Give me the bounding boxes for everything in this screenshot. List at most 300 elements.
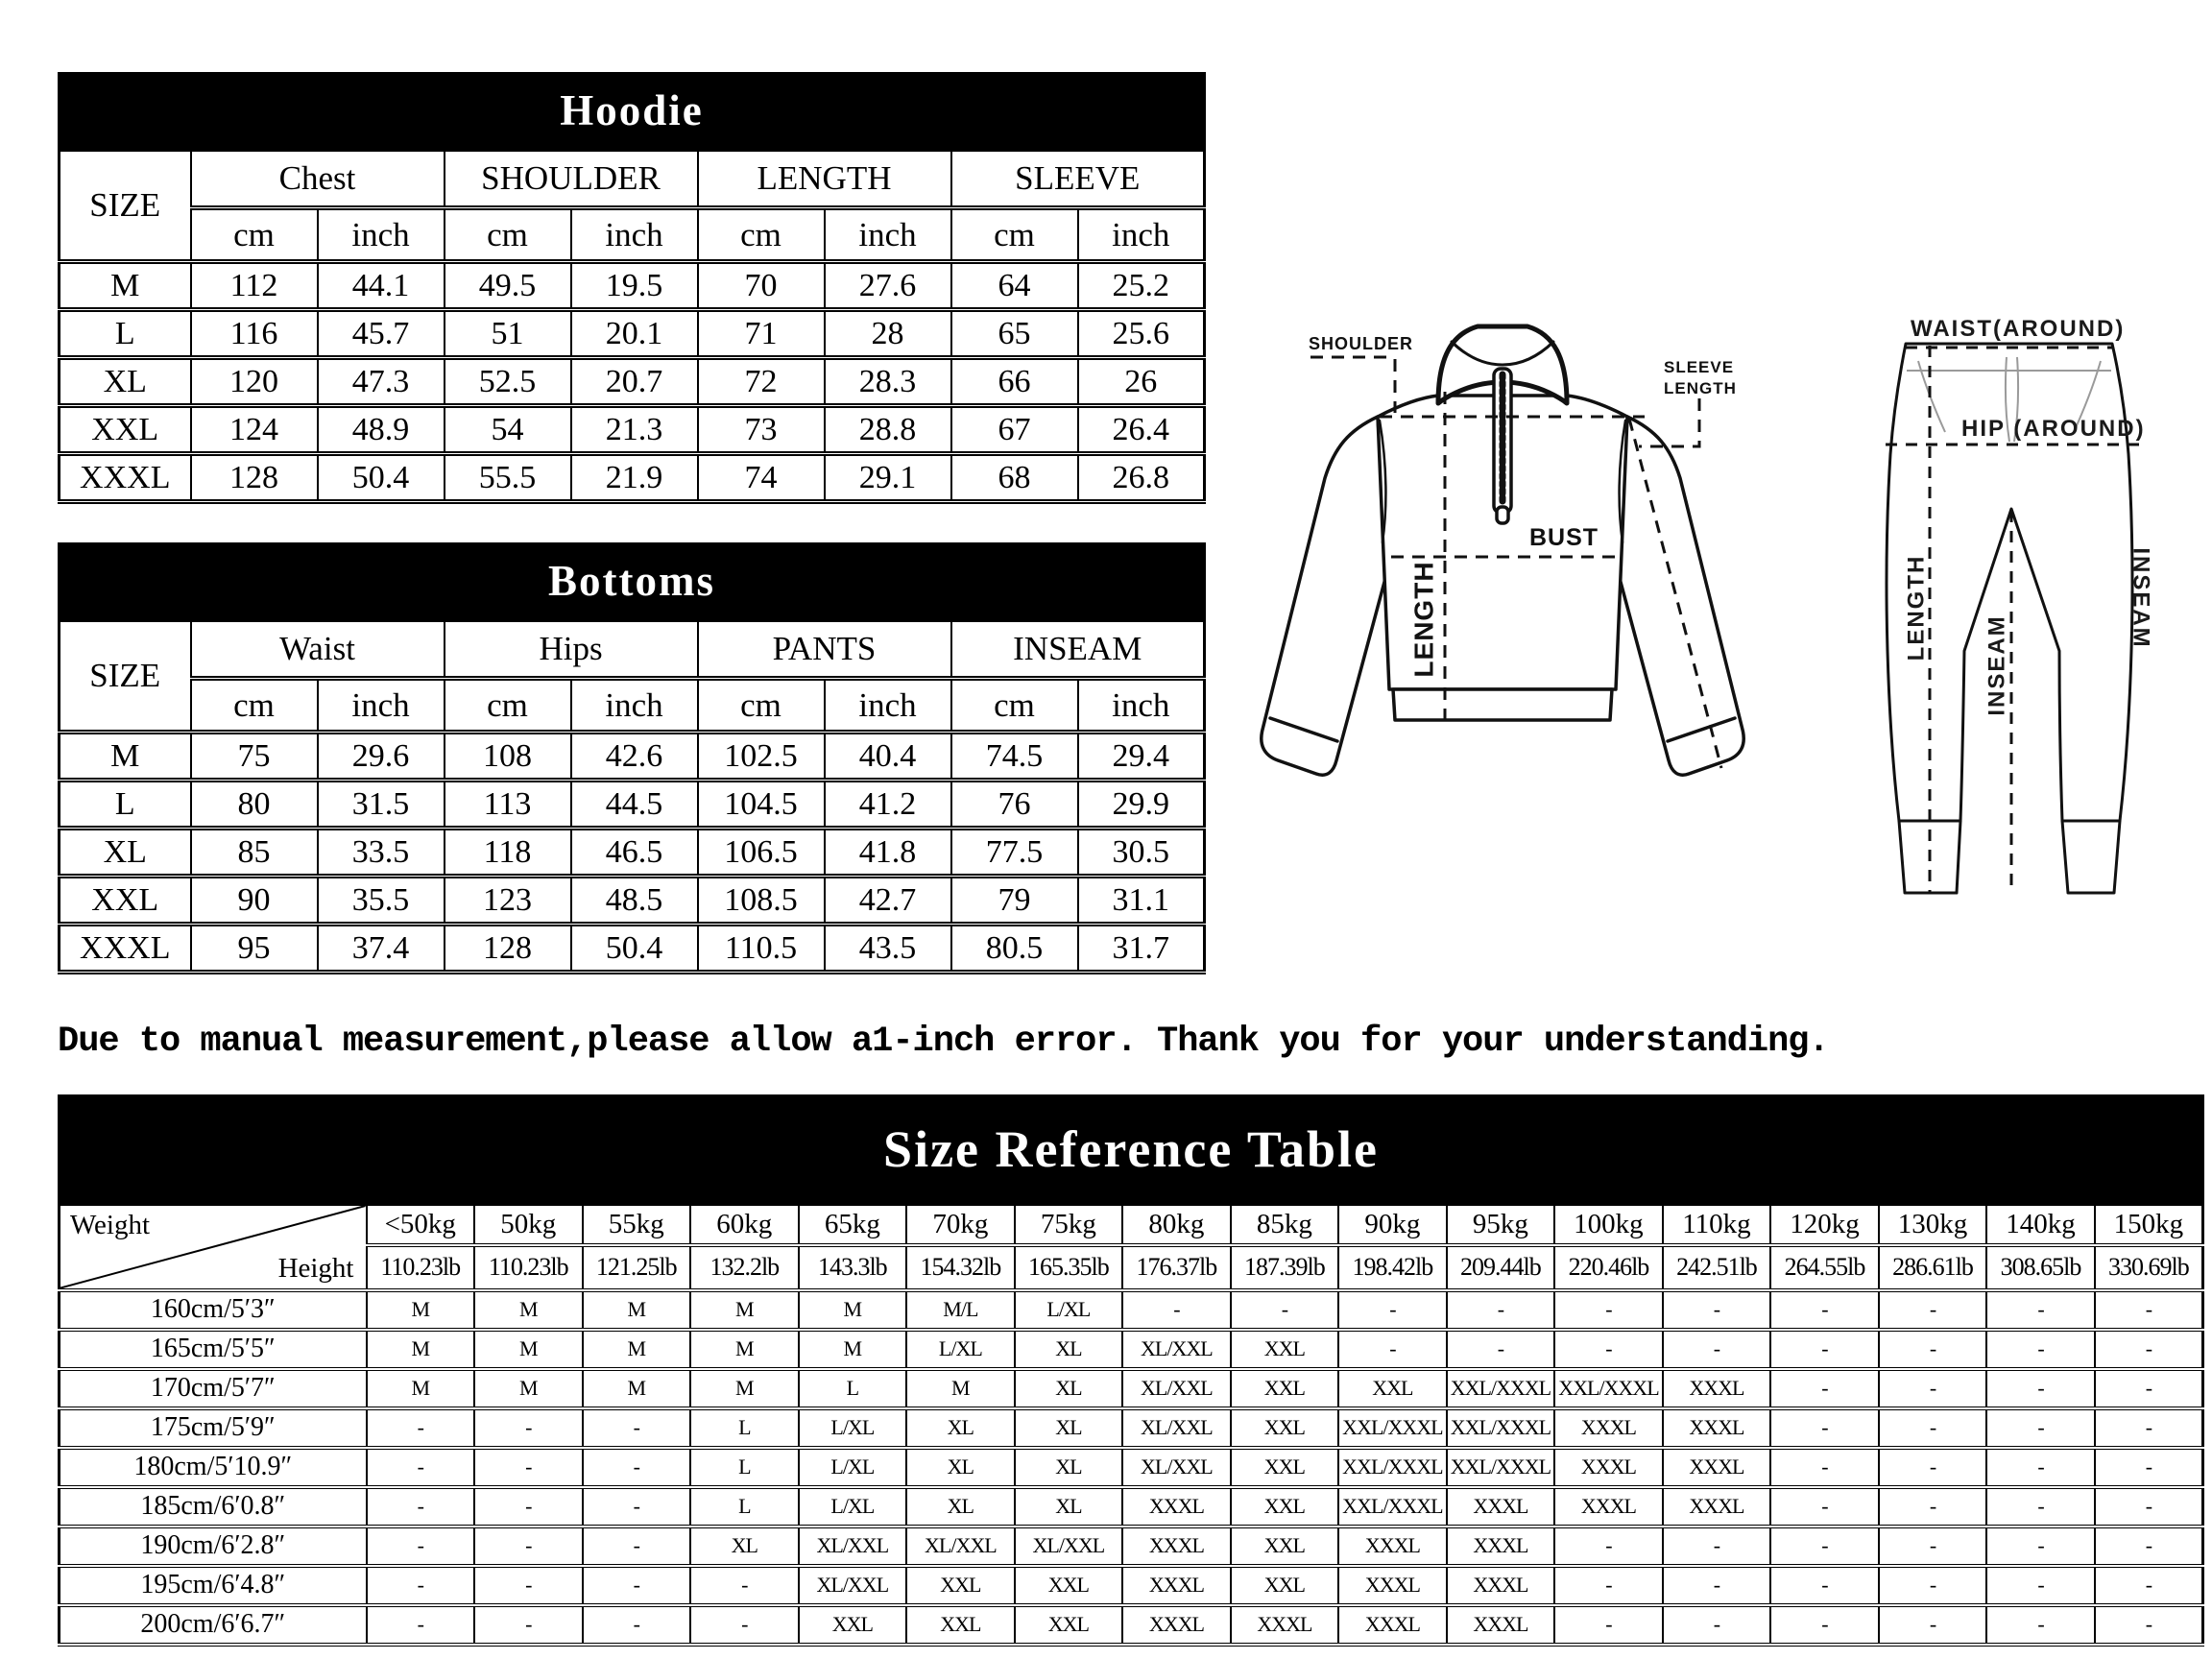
measurement-cell: 128 — [191, 454, 318, 502]
weight-lb-header: 209.44lb — [1447, 1245, 1555, 1290]
size-cell: M — [60, 733, 191, 781]
measurement-cell: 72 — [698, 358, 825, 406]
bust-label: BUST — [1529, 524, 1599, 551]
size-recommendation-cell: - — [1986, 1487, 2095, 1527]
measurement-cell: 106.5 — [698, 829, 825, 877]
measurement-cell: 85 — [191, 829, 318, 877]
unit-inch-header: inch — [1078, 208, 1205, 262]
size-recommendation-cell: XL/XXL — [906, 1527, 1015, 1566]
size-recommendation-cell: - — [1879, 1408, 1987, 1448]
measurement-cell: 45.7 — [318, 310, 445, 358]
size-recommendation-cell: - — [474, 1487, 583, 1527]
size-recommendation-cell: XL/XXL — [799, 1566, 907, 1605]
bottoms-size-row — [60, 829, 1205, 877]
size-cell: L — [60, 310, 191, 358]
size-recommendation-cell: - — [1879, 1487, 1987, 1527]
size-recommendation-cell: M — [690, 1330, 799, 1369]
size-cell: XXXL — [60, 454, 191, 502]
measurement-cell: 118 — [445, 829, 571, 877]
size-recommendation-cell: XXL — [799, 1605, 907, 1645]
size-recommendation-cell: - — [1554, 1330, 1663, 1369]
measurement-cell: 27.6 — [825, 262, 951, 310]
hoodie-size-row — [60, 358, 1205, 406]
unit-cm-header: cm — [191, 679, 318, 733]
hips-group-header: Hips — [445, 621, 698, 679]
size-recommendation-cell: M — [474, 1290, 583, 1330]
size-recommendation-cell: - — [1770, 1605, 1879, 1645]
size-reference-title: Size Reference Table — [58, 1094, 2204, 1203]
size-recommendation-cell: - — [1986, 1408, 2095, 1448]
size-recommendation-cell: - — [1447, 1330, 1555, 1369]
size-recommendation-cell: XXL — [1338, 1369, 1447, 1408]
measurement-cell: 31.7 — [1078, 925, 1205, 973]
measurement-cell: 20.7 — [571, 358, 698, 406]
weight-kg-header: 65kg — [799, 1205, 907, 1245]
weight-kg-header: 110kg — [1663, 1205, 1771, 1245]
size-recommendation-cell: XXL/XXXL — [1447, 1369, 1555, 1408]
bottoms-size-table — [58, 542, 1206, 974]
size-recommendation-cell: XL — [906, 1487, 1015, 1527]
size-cell: M — [60, 262, 191, 310]
unit-cm-header: cm — [951, 679, 1078, 733]
measurement-cell: 21.3 — [571, 406, 698, 454]
measurement-cell: 33.5 — [318, 829, 445, 877]
measurement-cell: 64 — [951, 262, 1078, 310]
measurement-cell: 77.5 — [951, 829, 1078, 877]
measurement-cell: 95 — [191, 925, 318, 973]
sleeve-length-label-line2: LENGTH — [1664, 379, 1737, 397]
size-recommendation-cell: - — [1986, 1527, 2095, 1566]
measurement-cell: 90 — [191, 877, 318, 925]
size-recommendation-cell: - — [2095, 1527, 2203, 1566]
size-recommendation-cell: - — [1554, 1566, 1663, 1605]
weight-lb-header: 143.3lb — [799, 1245, 907, 1290]
size-recommendation-cell: M — [367, 1330, 475, 1369]
weight-kg-header: 120kg — [1770, 1205, 1879, 1245]
size-recommendation-cell: - — [2095, 1605, 2203, 1645]
size-recommendation-cell: - — [367, 1605, 475, 1645]
measurement-cell: 108.5 — [698, 877, 825, 925]
size-recommendation-cell: - — [1770, 1369, 1879, 1408]
weight-lb-header: 165.35lb — [1015, 1245, 1123, 1290]
weight-kg-header: 50kg — [474, 1205, 583, 1245]
measurement-cell: 28.3 — [825, 358, 951, 406]
size-recommendation-cell: XXL/XXXL — [1338, 1448, 1447, 1487]
hoodie-size-row — [60, 310, 1205, 358]
size-recommendation-cell: - — [1338, 1330, 1447, 1369]
pants-right-cuff — [2062, 821, 2120, 893]
size-recommendation-cell: XL/XXL — [1122, 1369, 1231, 1408]
measurement-cell: 30.5 — [1078, 829, 1205, 877]
size-cell: XL — [60, 358, 191, 406]
size-cell: XXXL — [60, 925, 191, 973]
hip-around-label: HIP (AROUND) — [1961, 416, 2146, 442]
measurement-cell: 25.6 — [1078, 310, 1205, 358]
size-recommendation-cell: L/XL — [1015, 1290, 1123, 1330]
measurement-cell: 55.5 — [445, 454, 571, 502]
size-recommendation-cell: XL — [1015, 1369, 1123, 1408]
measurement-cell: 76 — [951, 781, 1078, 829]
height-cell: 180cm/5′10.9″ — [60, 1448, 367, 1487]
height-cell: 190cm/6′2.8″ — [60, 1527, 367, 1566]
size-cell: L — [60, 781, 191, 829]
size-recommendation-cell: - — [367, 1527, 475, 1566]
measurement-cell: 44.1 — [318, 262, 445, 310]
size-recommendation-cell: XXXL — [1338, 1605, 1447, 1645]
size-recommendation-cell: - — [2095, 1369, 2203, 1408]
pants-inseam-right-label: INSEAM — [2128, 547, 2154, 649]
weight-lb-header: 242.51lb — [1663, 1245, 1771, 1290]
size-recommendation-cell: XXL/XXXL — [1338, 1408, 1447, 1448]
hoodie-size-table — [58, 72, 1206, 504]
length-group-header: LENGTH — [698, 151, 951, 208]
measurement-cell: 48.9 — [318, 406, 445, 454]
size-recommendation-cell: XL/XXL — [1015, 1527, 1123, 1566]
size-recommendation-cell: L — [690, 1408, 799, 1448]
length-label: LENGTH — [1408, 561, 1439, 678]
weight-kg-header: 130kg — [1879, 1205, 1987, 1245]
size-recommendation-cell: XXXL — [1447, 1605, 1555, 1645]
measurement-cell: 31.1 — [1078, 877, 1205, 925]
size-recommendation-cell: - — [1663, 1330, 1771, 1369]
weight-lb-header: 198.42lb — [1338, 1245, 1447, 1290]
measurement-cell: 65 — [951, 310, 1078, 358]
size-recommendation-cell: - — [474, 1605, 583, 1645]
weight-kg-header: 150kg — [2095, 1205, 2203, 1245]
size-recommendation-cell: - — [1770, 1566, 1879, 1605]
hoodie-size-row — [60, 454, 1205, 502]
size-recommendation-cell: XXL/XXXL — [1338, 1487, 1447, 1527]
weight-kg-header: 85kg — [1231, 1205, 1339, 1245]
measurement-cell: 51 — [445, 310, 571, 358]
size-recommendation-cell: - — [1554, 1605, 1663, 1645]
weight-lb-header: 264.55lb — [1770, 1245, 1879, 1290]
weight-height-corner-cell — [60, 1205, 367, 1290]
unit-inch-header: inch — [571, 679, 698, 733]
size-recommendation-cell: M — [367, 1369, 475, 1408]
hoodie-unit-header-row — [60, 208, 1205, 262]
size-recommendation-cell: XXXL — [1122, 1566, 1231, 1605]
measurement-cell: 41.2 — [825, 781, 951, 829]
size-recommendation-cell: - — [1986, 1369, 2095, 1408]
unit-cm-header: cm — [951, 208, 1078, 262]
size-reference-table — [58, 1203, 2204, 1647]
size-recommendation-cell: - — [1231, 1290, 1339, 1330]
size-recommendation-cell: XL/XXL — [799, 1527, 907, 1566]
size-recommendation-cell: XXXL — [1122, 1487, 1231, 1527]
weight-kg-header: 80kg — [1122, 1205, 1231, 1245]
size-column-header: SIZE — [60, 621, 191, 733]
unit-inch-header: inch — [318, 679, 445, 733]
measurement-note: Due to manual measurement,please allow a1-inch error. Thank you for your understanding. — [58, 1022, 1829, 1062]
size-recommendation-cell: XXXL — [1338, 1527, 1447, 1566]
weight-kg-header: 70kg — [906, 1205, 1015, 1245]
unit-cm-header: cm — [698, 208, 825, 262]
weight-lb-header: 110.23lb — [367, 1245, 475, 1290]
weight-lb-header: 220.46lb — [1554, 1245, 1663, 1290]
shoulder-label: SHOULDER — [1309, 334, 1414, 353]
measurement-cell: 123 — [445, 877, 571, 925]
bottoms-measurements-table — [58, 619, 1206, 974]
size-recommendation-cell: - — [1986, 1566, 2095, 1605]
size-recommendation-cell: - — [1770, 1330, 1879, 1369]
weight-lb-header: 110.23lb — [474, 1245, 583, 1290]
inseam-group-header: INSEAM — [951, 621, 1205, 679]
size-recommendation-cell: - — [1879, 1369, 1987, 1408]
size-recommendation-cell: - — [2095, 1330, 2203, 1369]
measurement-cell: 19.5 — [571, 262, 698, 310]
size-recommendation-cell: M — [367, 1290, 475, 1330]
measurement-cell: 28 — [825, 310, 951, 358]
size-reference-table-section — [58, 1094, 2204, 1647]
size-recommendation-cell: XXXL — [1122, 1605, 1231, 1645]
size-recommendation-cell: - — [1338, 1290, 1447, 1330]
size-recommendation-cell: XXXL — [1554, 1408, 1663, 1448]
size-reference-row — [60, 1566, 2203, 1605]
measurement-cell: 108 — [445, 733, 571, 781]
size-recommendation-cell: XXL — [1231, 1448, 1339, 1487]
pants-group-header: PANTS — [698, 621, 951, 679]
unit-cm-header: cm — [445, 208, 571, 262]
size-recommendation-cell: - — [1554, 1290, 1663, 1330]
size-recommendation-cell: XL/XXL — [1122, 1330, 1231, 1369]
weight-kg-header: <50kg — [367, 1205, 475, 1245]
size-recommendation-cell: XXXL — [1663, 1448, 1771, 1487]
pants-inseam-center-label: INSEAM — [1984, 614, 2010, 716]
size-recommendation-cell: - — [583, 1487, 691, 1527]
weight-lb-header-row — [60, 1245, 2203, 1290]
sleeve-group-header: SLEEVE — [951, 151, 1205, 208]
weight-kg-header: 75kg — [1015, 1205, 1123, 1245]
measurement-cell: 37.4 — [318, 925, 445, 973]
size-recommendation-cell: XXL/XXXL — [1447, 1408, 1555, 1448]
size-recommendation-cell: L — [690, 1448, 799, 1487]
size-reference-row — [60, 1527, 2203, 1566]
size-recommendation-cell: XXL — [1231, 1527, 1339, 1566]
waist-group-header: Waist — [191, 621, 445, 679]
size-recommendation-cell: XXXL — [1447, 1527, 1555, 1566]
measurement-cell: 79 — [951, 877, 1078, 925]
measurement-cell: 41.8 — [825, 829, 951, 877]
size-recommendation-cell: XXXL — [1663, 1369, 1771, 1408]
size-recommendation-cell: XXL — [1231, 1408, 1339, 1448]
size-recommendation-cell: - — [474, 1408, 583, 1448]
measurement-cell: 35.5 — [318, 877, 445, 925]
weight-kg-header: 90kg — [1338, 1205, 1447, 1245]
size-reference-row — [60, 1448, 2203, 1487]
size-recommendation-cell: L — [690, 1487, 799, 1527]
size-recommendation-cell: - — [690, 1605, 799, 1645]
size-recommendation-cell: M — [690, 1369, 799, 1408]
size-recommendation-cell: - — [2095, 1487, 2203, 1527]
size-recommendation-cell: L/XL — [799, 1408, 907, 1448]
size-recommendation-cell: XXL — [1231, 1330, 1339, 1369]
size-recommendation-cell: XXL — [906, 1566, 1015, 1605]
bottoms-size-row — [60, 925, 1205, 973]
size-recommendation-cell: XXL — [906, 1605, 1015, 1645]
height-cell: 160cm/5′3″ — [60, 1290, 367, 1330]
measurement-cell: 25.2 — [1078, 262, 1205, 310]
size-recommendation-cell: M — [799, 1330, 907, 1369]
size-recommendation-cell: - — [1879, 1605, 1987, 1645]
size-recommendation-cell: L — [799, 1369, 907, 1408]
size-recommendation-cell: - — [1879, 1527, 1987, 1566]
size-recommendation-cell: XL — [690, 1527, 799, 1566]
unit-inch-header: inch — [318, 208, 445, 262]
shoulder-group-header: SHOULDER — [445, 151, 698, 208]
measurement-cell: 26.8 — [1078, 454, 1205, 502]
size-recommendation-cell: XL — [1015, 1487, 1123, 1527]
size-recommendation-cell: M — [690, 1290, 799, 1330]
size-recommendation-cell: XXXL — [1554, 1487, 1663, 1527]
height-cell: 165cm/5′5″ — [60, 1330, 367, 1369]
measurement-cell: 42.6 — [571, 733, 698, 781]
sleeve-length-label-line1: SLEEVE — [1664, 358, 1735, 376]
weight-lb-header: 132.2lb — [690, 1245, 799, 1290]
hoodie-hem-band — [1393, 689, 1612, 720]
height-cell: 170cm/5′7″ — [60, 1369, 367, 1408]
weight-kg-header: 55kg — [583, 1205, 691, 1245]
corner-height-label: Height — [277, 1252, 354, 1284]
measurement-cell: 54 — [445, 406, 571, 454]
measurement-cell: 21.9 — [571, 454, 698, 502]
size-cell: XXL — [60, 877, 191, 925]
size-recommendation-cell: XXXL — [1663, 1408, 1771, 1448]
measurement-cell: 29.1 — [825, 454, 951, 502]
size-recommendation-cell: M — [474, 1330, 583, 1369]
size-recommendation-cell: - — [1770, 1527, 1879, 1566]
size-recommendation-cell: XXL — [1015, 1605, 1123, 1645]
size-recommendation-cell: - — [2095, 1408, 2203, 1448]
measurement-cell: 120 — [191, 358, 318, 406]
size-recommendation-cell: - — [1986, 1605, 2095, 1645]
size-recommendation-cell: L/XL — [799, 1487, 907, 1527]
measurement-cell: 46.5 — [571, 829, 698, 877]
measurement-cell: 26 — [1078, 358, 1205, 406]
measurement-cell: 67 — [951, 406, 1078, 454]
size-recommendation-cell: - — [583, 1527, 691, 1566]
size-recommendation-cell: XL/XXL — [1122, 1448, 1231, 1487]
size-reference-row — [60, 1330, 2203, 1369]
size-reference-row — [60, 1487, 2203, 1527]
weight-lb-header: 330.69lb — [2095, 1245, 2203, 1290]
size-recommendation-cell: XL — [1015, 1330, 1123, 1369]
size-recommendation-cell: - — [367, 1487, 475, 1527]
measurement-cell: 73 — [698, 406, 825, 454]
unit-cm-header: cm — [191, 208, 318, 262]
size-recommendation-cell: - — [1770, 1448, 1879, 1487]
measurement-cell: 68 — [951, 454, 1078, 502]
size-recommendation-cell: - — [583, 1448, 691, 1487]
hoodie-measurement-diagram — [1214, 288, 1810, 845]
measurement-cell: 50.4 — [318, 454, 445, 502]
unit-inch-header: inch — [571, 208, 698, 262]
size-recommendation-cell: L/XL — [799, 1448, 907, 1487]
measurement-cell: 44.5 — [571, 781, 698, 829]
size-recommendation-cell: - — [2095, 1448, 2203, 1487]
size-recommendation-cell: XXXL — [1554, 1448, 1663, 1487]
pants-length-label: LENGTH — [1903, 554, 1930, 661]
measurement-cell: 116 — [191, 310, 318, 358]
weight-lb-header: 286.61lb — [1879, 1245, 1987, 1290]
size-recommendation-cell: - — [1770, 1408, 1879, 1448]
size-recommendation-cell: - — [367, 1566, 475, 1605]
hoodie-size-row — [60, 406, 1205, 454]
size-recommendation-cell: M — [583, 1290, 691, 1330]
measurement-cell: 124 — [191, 406, 318, 454]
hoodie-group-header-row — [60, 151, 1205, 208]
measurement-cell: 112 — [191, 262, 318, 310]
size-recommendation-cell: - — [1770, 1487, 1879, 1527]
size-recommendation-cell: XXXL — [1231, 1605, 1339, 1645]
bottoms-size-row — [60, 733, 1205, 781]
measurement-cell: 74.5 — [951, 733, 1078, 781]
size-recommendation-cell: M — [474, 1369, 583, 1408]
size-recommendation-cell: L/XL — [906, 1330, 1015, 1369]
size-column-header: SIZE — [60, 151, 191, 262]
measurement-cell: 70 — [698, 262, 825, 310]
size-recommendation-cell: XL — [906, 1448, 1015, 1487]
chest-group-header: Chest — [191, 151, 445, 208]
measurement-cell: 102.5 — [698, 733, 825, 781]
measurement-cell: 49.5 — [445, 262, 571, 310]
weight-kg-header: 100kg — [1554, 1205, 1663, 1245]
size-recommendation-cell: XXL — [1231, 1566, 1339, 1605]
weight-lb-header: 187.39lb — [1231, 1245, 1339, 1290]
weight-kg-header-row — [60, 1205, 2203, 1245]
weight-lb-header: 121.25lb — [583, 1245, 691, 1290]
size-recommendation-cell: - — [1879, 1566, 1987, 1605]
measurement-cell: 80.5 — [951, 925, 1078, 973]
size-reference-row — [60, 1408, 2203, 1448]
weight-lb-header: 308.65lb — [1986, 1245, 2095, 1290]
weight-kg-header: 140kg — [1986, 1205, 2095, 1245]
size-reference-row — [60, 1290, 2203, 1330]
size-recommendation-cell: XXL/XXXL — [1554, 1369, 1663, 1408]
measurement-cell: 74 — [698, 454, 825, 502]
size-recommendation-cell: - — [1879, 1330, 1987, 1369]
size-recommendation-cell: - — [583, 1605, 691, 1645]
unit-cm-header: cm — [445, 679, 571, 733]
size-recommendation-cell: - — [1663, 1527, 1771, 1566]
height-cell: 175cm/5′9″ — [60, 1408, 367, 1448]
size-recommendation-cell: - — [1770, 1290, 1879, 1330]
measurement-cell: 29.4 — [1078, 733, 1205, 781]
size-recommendation-cell: XL — [1015, 1448, 1123, 1487]
measurement-cell: 29.9 — [1078, 781, 1205, 829]
size-recommendation-cell: - — [1663, 1290, 1771, 1330]
height-cell: 195cm/6′4.8″ — [60, 1566, 367, 1605]
size-recommendation-cell: XL — [1015, 1408, 1123, 1448]
weight-lb-header: 154.32lb — [906, 1245, 1015, 1290]
size-recommendation-cell: XXXL — [1447, 1566, 1555, 1605]
measurement-cell: 42.7 — [825, 877, 951, 925]
size-recommendation-cell: - — [474, 1527, 583, 1566]
hoodie-measurements-table — [58, 149, 1206, 504]
measurement-cell: 26.4 — [1078, 406, 1205, 454]
size-recommendation-cell: - — [1986, 1330, 2095, 1369]
measurement-cell: 29.6 — [318, 733, 445, 781]
measurement-cell: 20.1 — [571, 310, 698, 358]
unit-inch-header: inch — [1078, 679, 1205, 733]
size-recommendation-cell: - — [583, 1566, 691, 1605]
size-reference-row — [60, 1369, 2203, 1408]
size-recommendation-cell: - — [1122, 1290, 1231, 1330]
measurement-cell: 47.3 — [318, 358, 445, 406]
size-cell: XL — [60, 829, 191, 877]
hoodie-size-row — [60, 262, 1205, 310]
weight-lb-header: 176.37lb — [1122, 1245, 1231, 1290]
